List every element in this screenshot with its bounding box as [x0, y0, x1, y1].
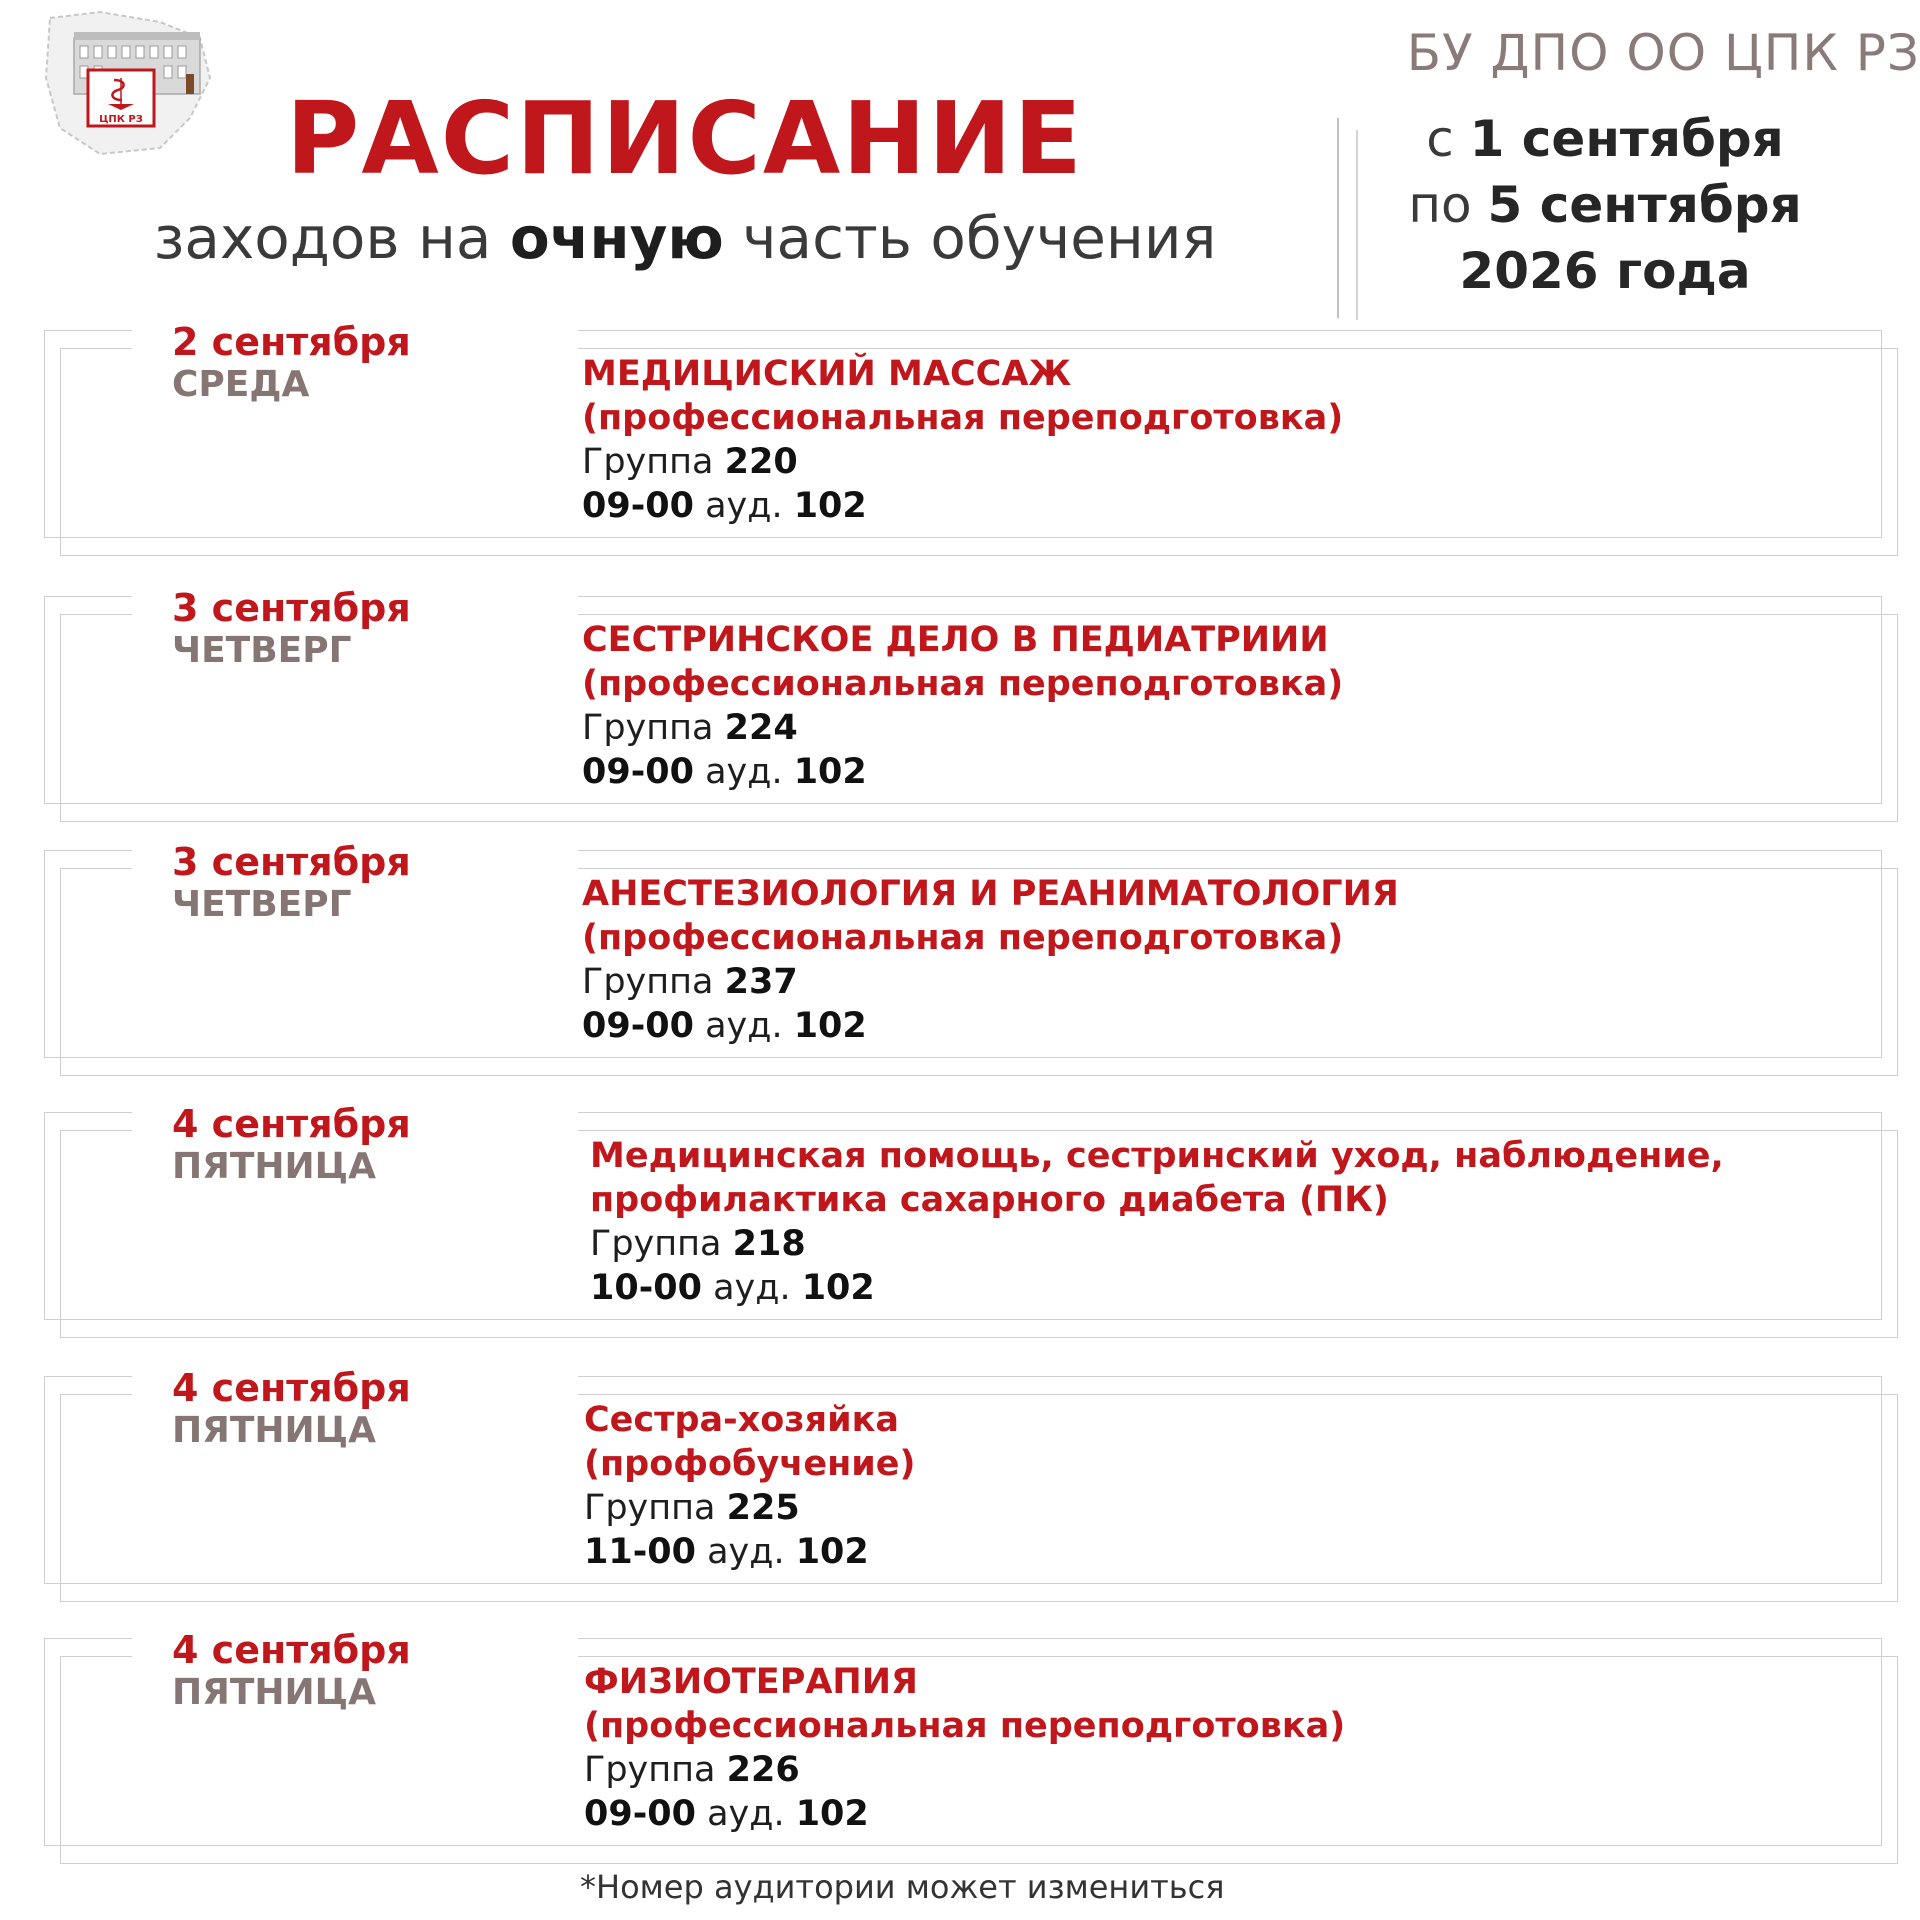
subtitle-bold: очную — [509, 204, 724, 272]
course-name-line: МЕДИЦИСКИЙ МАССАЖ — [582, 354, 1072, 394]
group-label: Группа — [582, 708, 725, 748]
time-room-line — [590, 1266, 1724, 1310]
room-number: 102 — [793, 486, 867, 526]
time-room-line — [582, 484, 1343, 528]
group-label: Группа — [582, 962, 725, 1002]
subtitle-pre: заходов на — [153, 204, 510, 272]
group-number: 225 — [726, 1488, 800, 1528]
start-time: 09-00 — [582, 486, 694, 526]
schedule-entry — [0, 320, 1920, 560]
entry-details — [584, 1660, 1345, 1836]
group-line — [590, 1222, 1724, 1266]
subtitle-post: часть обучения — [723, 204, 1217, 272]
organization-name: БУ ДПО ОО ЦПК РЗ — [1406, 24, 1920, 82]
group-line — [584, 1748, 1345, 1792]
entry-details — [582, 618, 1343, 794]
entry-date: 3 сентября — [172, 586, 411, 630]
entry-details — [582, 872, 1399, 1048]
entry-weekday: ЧЕТВЕРГ — [172, 630, 352, 671]
group-number: 226 — [726, 1750, 800, 1790]
entry-weekday: ПЯТНИЦА — [172, 1410, 376, 1451]
room-number: 102 — [793, 1006, 867, 1046]
start-time: 11-00 — [584, 1532, 696, 1572]
group-number: 237 — [724, 962, 798, 1002]
group-line — [584, 1486, 916, 1530]
schedule-entry — [0, 1366, 1920, 1606]
entry-weekday: ПЯТНИЦА — [172, 1672, 376, 1713]
schedule-entry — [0, 1102, 1920, 1342]
room-number: 102 — [795, 1532, 869, 1572]
footnote: *Номер аудитории может измениться — [580, 1868, 1225, 1906]
group-label: Группа — [590, 1224, 733, 1264]
room-label: ауд. — [693, 1006, 794, 1046]
schedule-entry — [0, 1628, 1920, 1868]
room-label: ауд. — [701, 1268, 802, 1308]
entry-date: 2 сентября — [172, 320, 411, 364]
header-divider-secondary — [1356, 130, 1358, 320]
group-number: 220 — [724, 442, 798, 482]
room-label: ауд. — [693, 752, 794, 792]
entry-date: 4 сентября — [172, 1102, 411, 1146]
course-name-line: (профобучение) — [584, 1444, 916, 1484]
header-divider — [1337, 118, 1339, 318]
course-name-line: Медицинская помощь, сестринский уход, наблюдение, — [590, 1136, 1724, 1176]
group-line — [582, 440, 1343, 484]
group-number: 224 — [724, 708, 798, 748]
page-title: РАСПИСАНИЕ — [286, 80, 1084, 197]
entry-details — [590, 1134, 1724, 1310]
start-time: 09-00 — [582, 752, 694, 792]
course-name-line: СЕСТРИНСКОЕ ДЕЛО В ПЕДИАТРИИИ — [582, 620, 1329, 660]
schedule-entry — [0, 840, 1920, 1080]
entry-details — [582, 352, 1343, 528]
logo-text: ЦПК РЗ — [99, 114, 143, 125]
start-time: 09-00 — [584, 1794, 696, 1834]
start-time: 10-00 — [590, 1268, 702, 1308]
entry-weekday: СРЕДА — [172, 364, 310, 405]
room-label: ауд. — [693, 486, 794, 526]
course-name-line: (профессиональная переподготовка) — [582, 918, 1344, 958]
entry-date: 4 сентября — [172, 1628, 411, 1672]
period-to: по 5 сентября — [1408, 176, 1802, 234]
entry-date: 3 сентября — [172, 840, 411, 884]
start-time: 09-00 — [582, 1006, 694, 1046]
course-name-line: (профессиональная переподготовка) — [584, 1706, 1346, 1746]
schedule-period — [1380, 106, 1830, 304]
group-label: Группа — [582, 442, 725, 482]
time-room-line — [584, 1792, 1345, 1836]
group-line — [582, 960, 1399, 1004]
room-number: 102 — [795, 1794, 869, 1834]
course-name-line: АНЕСТЕЗИОЛОГИЯ И РЕАНИМАТОЛОГИЯ — [582, 874, 1399, 914]
group-line — [582, 706, 1343, 750]
time-room-line — [584, 1530, 916, 1574]
course-name-line: (профессиональная переподготовка) — [582, 664, 1344, 704]
group-number: 218 — [732, 1224, 806, 1264]
room-number: 102 — [801, 1268, 875, 1308]
time-room-line — [582, 750, 1343, 794]
room-label: ауд. — [695, 1532, 796, 1572]
entry-weekday: ЧЕТВЕРГ — [172, 884, 352, 925]
entry-details — [584, 1398, 916, 1574]
course-name-line: Сестра-хозяйка — [584, 1400, 899, 1440]
page-subtitle — [60, 204, 1310, 272]
entry-weekday: ПЯТНИЦА — [172, 1146, 376, 1187]
period-year: 2026 года — [1459, 242, 1751, 300]
schedule-entry — [0, 586, 1920, 826]
time-room-line — [582, 1004, 1399, 1048]
room-number: 102 — [793, 752, 867, 792]
entry-date: 4 сентября — [172, 1366, 411, 1410]
period-from: с 1 сентября — [1426, 110, 1784, 168]
course-name-line: (профессиональная переподготовка) — [582, 398, 1344, 438]
course-name-line: профилактика сахарного диабета (ПК) — [590, 1180, 1389, 1220]
group-label: Группа — [584, 1750, 727, 1790]
room-label: ауд. — [695, 1794, 796, 1834]
group-label: Группа — [584, 1488, 727, 1528]
course-name-line: ФИЗИОТЕРАПИЯ — [584, 1662, 918, 1702]
